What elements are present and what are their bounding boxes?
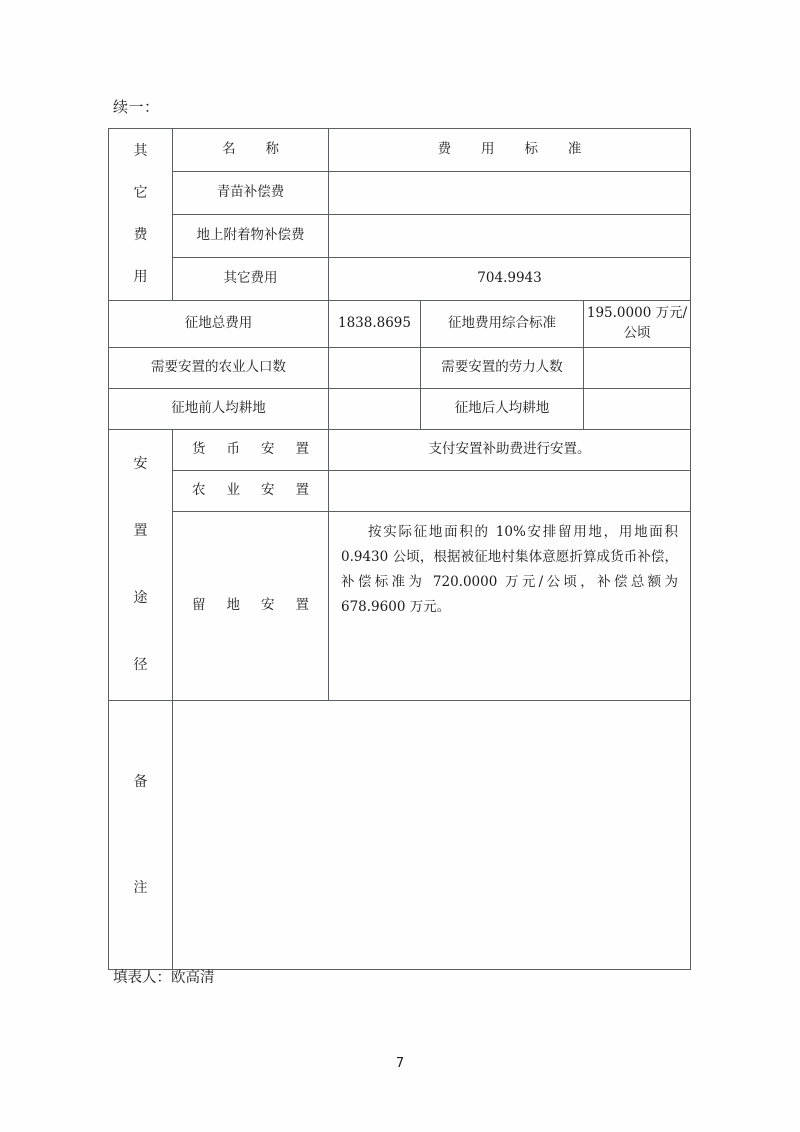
value-total-cost: 1838.8695: [329, 301, 421, 348]
label-agri-population: 需要安置的农业人口数: [109, 348, 329, 389]
label-labor-population: 需要安置的劳力人数: [421, 348, 584, 389]
value-farmland-before: [329, 389, 421, 430]
value-labor-population: [584, 348, 691, 389]
header-fee-standard: [329, 129, 691, 172]
table-row-agri-population: [109, 348, 691, 389]
row-label-other-fees: [109, 129, 173, 301]
label-total-cost: 征地总费用: [109, 301, 329, 348]
label-comprehensive-standard: 征地费用综合标准: [421, 301, 584, 348]
value-farmland-after: [584, 389, 691, 430]
value-monetary-resettlement: 支付安置补助费进行安置。: [329, 430, 691, 471]
table-row-remarks: [109, 701, 691, 970]
table-row-agricultural-resettlement: [109, 471, 691, 512]
other-fees-label-char-3: 费: [133, 227, 148, 244]
reserved-land-paragraph: 按实际征地面积的 10%安排留用地，用地面积 0.9430 公顷，根据被征地村集体意愿折算成货币补偿，补偿标准为 720.0000 万元/公顷，补偿总额为 678.9600 万元。: [341, 524, 679, 615]
resettlement-label-char-4: 径: [133, 657, 148, 674]
label-monetary-resettlement: [173, 430, 329, 471]
table-row-attachment-compensation: [109, 215, 691, 258]
value-comprehensive-standard: 195.0000 万元/公顷: [584, 301, 691, 348]
value-seedling-compensation: [329, 172, 691, 215]
label-farmland-after: 征地后人均耕地: [421, 389, 584, 430]
label-reserved-land-resettlement: [173, 512, 329, 701]
other-fees-label-char-1: 其: [133, 143, 148, 160]
resettlement-label-char-1: 安: [133, 456, 148, 473]
label-agricultural-resettlement: [173, 471, 329, 512]
label-attachment-compensation: 地上附着物补偿费: [173, 215, 329, 258]
value-agri-population: [329, 348, 421, 389]
table-row-reserved-land-resettlement: [109, 512, 691, 701]
other-fees-label-char-4: 用: [133, 269, 148, 286]
remarks-label-char-2: 注: [133, 880, 148, 896]
land-acquisition-form-table: [108, 128, 691, 970]
resettlement-label-char-3: 途: [133, 590, 148, 607]
header-fee-name-text: 名 称: [222, 141, 292, 158]
value-attachment-compensation: [329, 215, 691, 258]
form-filler-signature: 填表人：欧高清: [113, 970, 215, 986]
value-reserved-land-resettlement: [329, 512, 691, 701]
table-row-seedling-compensation: [109, 172, 691, 215]
label-seedling-compensation: 青苗补偿费: [173, 172, 329, 215]
label-reserved-land-resettlement-text: 留 地 安 置: [191, 597, 318, 614]
table-row-other-expense: [109, 258, 691, 301]
label-agricultural-resettlement-text: 农 业 安 置: [191, 482, 318, 499]
table-row-farmland-per-capita: [109, 389, 691, 430]
remarks-label-char-1: 备: [133, 773, 148, 790]
header-fee-name: [173, 129, 329, 172]
table-row-total-cost: [109, 301, 691, 348]
page-number: 7: [395, 1056, 405, 1071]
label-farmland-before: 征地前人均耕地: [109, 389, 329, 430]
resettlement-label-char-2: 置: [133, 523, 148, 540]
continuation-label: 续一：: [113, 98, 160, 116]
value-agricultural-resettlement: [329, 471, 691, 512]
row-label-resettlement-method: [109, 430, 173, 701]
table-row-monetary-resettlement: [109, 430, 691, 471]
header-fee-standard-text: 费 用 标 准: [437, 141, 595, 158]
table-row-other-fee-header: [109, 129, 691, 172]
label-monetary-resettlement-text: 货 币 安 置: [191, 441, 318, 458]
value-remarks: [173, 701, 691, 970]
label-other-expense: 其它费用: [173, 258, 329, 301]
value-other-expense: 704.9943: [329, 258, 691, 301]
other-fees-label-char-2: 它: [133, 185, 148, 202]
row-label-remarks: [109, 701, 173, 970]
